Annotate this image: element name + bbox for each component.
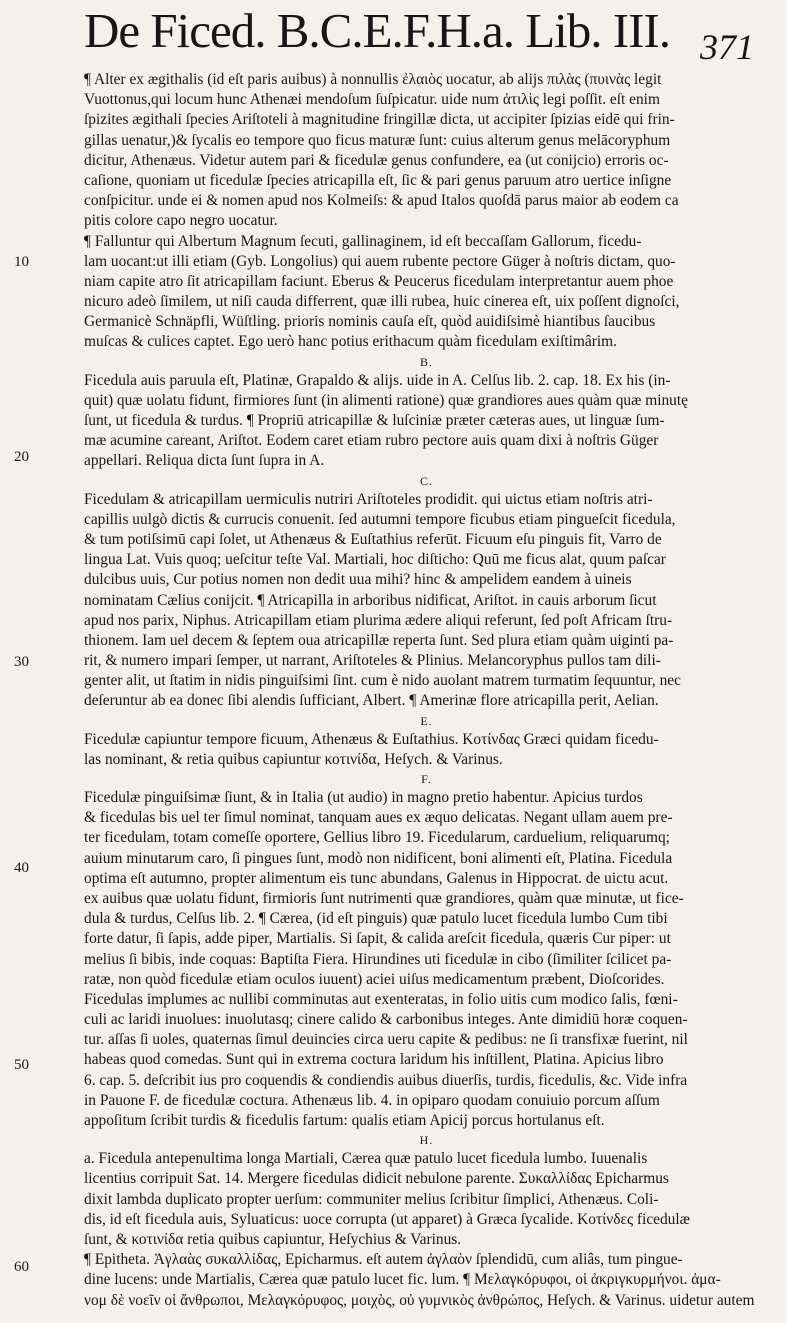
text-line: dixit lambda duplicato propter uerſum: communiter melius ſcribitur ſimplici, Athenæus. Coli- [84, 1190, 659, 1208]
text-line: dine lucens: unde Martialis, Cærea quæ patulo lucet fic. lum. ¶ Μελαγκόρυφοι, οἱ ἀκριγκυρμήνοι. ἀμα- [84, 1271, 721, 1289]
text-line: gillas uenatur,)& ſycalis eo tempore quo ficus maturæ ſunt: cuius alterum genus melācoryphum [84, 131, 671, 149]
margin-line-number: 10 [14, 254, 29, 270]
text-line: nicuro adeò ſimilem, ut niſi cauda differrent, quæ illi rubea, huic cinerea eſt, uix poſſent dignoſci, [84, 293, 680, 311]
text-line: dis, id eſt ficedula auis, Syluaticus: uoce corrupta (ut apparet) à Græca ſycalide. Κοτίνδες ficedulæ [84, 1210, 690, 1228]
page-number: 371 [700, 27, 754, 67]
text-line: ex auibus quæ uolatu fidunt, firmioris ſunt nutrimenti quæ grandiores, quàm quæ minutæ, ut fice- [84, 889, 684, 907]
margin-line-number: 40 [14, 860, 29, 876]
text-line: dulcibus uuis, Cur potius nomen non dedit uua mihi? hinc & ampelidem eandem à uineis [84, 571, 632, 589]
text-line: caſione, quoniam ut ficedulæ ſpecies atricapilla eſt, ſic & pari genus paruum atro uertice inſigne [84, 171, 672, 189]
text-line: & tum potiſsimū capi ſolet, ut Athenæus & Euſtathius referūt. Ficuum eſu pinguis fit, Varro de [84, 530, 662, 548]
text-line: lam uocant:ut illi etiam (Gyb. Longolius) qui auem rubente pectore Güger à noſtris dictam, quo- [84, 252, 676, 270]
text-line: ratæ, non quòd ficedulæ etiam oculos iuuent) aciei uiſus medicamentum præbent, Dioſcorides. [84, 970, 665, 988]
text-line: melius ſi bibis, inde coquas: Baptiſta Fiera. Hirundines uti ficedulæ in cibo (ſimiliter ſcilicet pa- [84, 950, 672, 968]
text-line: mæ acumine careant, Ariſtot. Eodem caret etiam rubro pectore auis quam dixi à noſtris Güger [84, 432, 659, 450]
text-line: in Pauone F. de ficedulæ coctura. Athenæus lib. 4. in opiparo quodam conuiuio porcum aſſum [84, 1091, 660, 1109]
text-line: pitis colore capo negro uocatur. [84, 212, 278, 230]
section-letter: B. [419, 354, 433, 369]
text-line: appoſitum ſcribit turdis & ficedulis fartum: qualis etiam Apicij porcus hortulanus eſt. [84, 1112, 605, 1129]
text-line: Germanicè Schnäpfli, Wüſtling. prioris nominis cauſa eſt, quòd auidiſsimè hiantibus ſaucibus [84, 313, 656, 331]
text-line: dicitur, Athenæus. Videtur autem pari & ficedulæ genus confundere, ea (ut conijcio) erroris oc- [84, 151, 669, 169]
text-line: deſeruntur ab ea donec ſibi alendis ſufficiant, Albert. ¶ Amerinæ flore atricapilla perit, Aelian. [84, 692, 659, 710]
text-line: Vuottonus,qui locum hunc Athenæi mendoſum ſuſpicatur. uide num ἀτιλὶς legi poſſit. eſt enim [84, 91, 660, 109]
text-line: & ficedulas bis uel ter ſimul nominat, tanquam aues ex æquo delicatas. Negant ullam auem pre- [84, 809, 673, 827]
text-line: Ficedulam & atricapillam uermiculis nutriri Ariſtoteles prodidit. qui uictus etiam noſtris atri- [84, 490, 653, 508]
text-line: ¶ Epitheta. Ἀγλαὰς συκαλλίδας, Epicharmus. eſt autem ἀγλαὸν ſplendidū, cum aliâs, tum pingue- [84, 1251, 683, 1269]
text-line: dula & turdus, Celſus lib. 2. ¶ Cærea, (id eſt pinguis) quæ patulo lucet ficedula lumbo Cum tibi [84, 910, 668, 928]
text-line: nominatam Cælius conijcit. ¶ Atricapilla in arboribus nidificat, Ariſtot. in cauis arborum ſicut [84, 591, 657, 609]
text-line: optima eſt autumno, propter alimentum eis tunc abundans, Galenus in Hippocrat. de uictu acut. [84, 869, 669, 887]
text-line: Ficedula auis paruula eſt, Platinæ, Grapaldo & alijs. uide in A. Celſus lib. 2. cap. 18. Ex his (in- [84, 371, 671, 389]
text-line: habeas quod comedas. Sunt qui in extrema coctura laridum his inſtillent, Platina. Apicius libro [84, 1051, 664, 1069]
text-line: Ficedulæ pinguiſsimæ ſiunt, & in Italia (ut audio) in magno pretio habentur. Apicius turdos [84, 789, 643, 806]
margin-line-number: 50 [14, 1057, 29, 1073]
text-line: Ficedulæ capiuntur tempore ficuum, Athenæus & Euſtathius. Κοτίνδας Græci quidam ficedu- [84, 730, 659, 748]
text-line: νομ δὲ νοεῖν οἱ ἄνθρωποι, Μελαγκόρυφος, μοιχὸς, οὐ γυμνικὸς ἀνθρώπος, Heſych. & Varinus. uidetur autem [84, 1291, 755, 1309]
body-text [84, 70, 769, 1311]
section-letter: H. [419, 1133, 434, 1148]
margin-line-number: 20 [14, 449, 29, 465]
text-line: apud nos parix, Niphus. Atricapillam etiam plurima ædere aliqui referunt, ſed poſt Africam ſtru- [84, 611, 673, 629]
text-line: 6. cap. 5. deſcribit ius pro coquendis & condiendis auibus diuerſis, turdis, ficedulis, &c. Vide infra [84, 1071, 688, 1089]
text-line: ¶ Falluntur qui Albertum Magnum ſecuti, gallinaginem, id eſt beccaſſam Gallorum, ficedu- [84, 232, 642, 250]
text-line: ſunt, ut ficedula & turdus. ¶ Propriū atricapillæ & luſciniæ præter cæteras aues, ut linguæ ſum- [84, 412, 665, 429]
margin-line-number: 60 [14, 1259, 29, 1275]
margin-line-number: 30 [14, 654, 29, 670]
text-line: a. Ficedula antepenultima longa Martiali, Cærea quæ patulo lucet ficedula lumbo. Iuuenalis [84, 1150, 648, 1168]
text-line: rit, & numero impari ſemper, ut narrant, Ariſtoteles & Plinius. Melancoryphus pullos tam dili- [84, 652, 661, 670]
text-line: tur. aſſas ſi uoles, quaternas ſimul deuincies circa ueru capite & pedibus: ne ſi transfixæ fuerint, nil [84, 1031, 688, 1049]
text-line: thionem. Iam uel decem & ſeptem oua atricapillæ reperta ſunt. Sed plura etiam quàm uiginti pa- [84, 631, 674, 649]
text-line: auium minutarum caro, ſi pingues ſunt, modò non nidificent, boni alimenti eſt, Platina. Ficedula [84, 849, 673, 867]
running-title: De Ficed. B.C.E.F.H.a. Lib. III. [84, 3, 671, 58]
text-line: genter alit, ut ſtatim in nidis pinguiſsimi ſint. cum è nido auolant matrem turmatim ſequuntur, nec [84, 672, 681, 690]
text-line: Ficedulas implumes ac nullibi comminutas aut exenteratas, in folio uitis cum modico ſalis, fœni- [84, 990, 678, 1008]
text-line: forte datur, ſi ſapis, adde piper, Martialis. Si ſapit, & calida areſcit ficedula, quæris Cur piper: ut [84, 930, 671, 948]
text-line: niam capite atro ſit atricapillam faciunt. Eberus & Peucerus ficedulam interpretantur auem phoe [84, 272, 674, 290]
text-line: culi ac laridi inuolues: inuolutasq; cinere calido & carbonibus integes. Ante dimidiū horæ coquen- [84, 1011, 688, 1029]
section-letter: C. [419, 473, 433, 488]
text-line: ¶ Alter ex ægithalis (id eſt paris auibus) à nonnullis ἐλαιὸς uocatur, ab alijs πιλὰς (πυινὰς legit [84, 71, 662, 88]
text-line: ſpizites ægithali ſpecies Ariſtoteli à magnitudine fringillæ dicta, ut accipiter ſpizias eidē qui frin- [84, 111, 675, 129]
text-line: licentius corripuit Sat. 14. Mergere ficedulas didicit nebulone parente. Συκαλλίδας Epicharmus [84, 1170, 669, 1188]
text-line: quit) quæ uolatu fidunt, firmiores ſunt (in alimenti ratione) quæ grandiores aues quàm quæ minutę [84, 391, 688, 409]
text-line: ſunt, & κοτινίδα retia quibus capiuntur, Heſychius & Varinus. [84, 1230, 462, 1248]
text-line: capillis uulgò dictis & currucis conuenit. ſed autumni tempore ficubus etiam pingueſcit ficedula, [84, 510, 676, 528]
section-letter: E. [420, 713, 433, 728]
text-line: muſcas & culices captet. Ego uerò hanc potius erithacum quàm ficedulam exiſtimârim. [84, 333, 617, 351]
section-letter: F. [421, 772, 432, 786]
text-line: ter ficedulam, totam comeſſe oportere, Gellius libro 19. Ficedularum, carduelium, reliquarumq; [84, 829, 670, 847]
text-line: conſpicitur. unde ei & nomen apud nos Kolmeiſs: & apud Italos quoſdā parus maior ab eodem ca [84, 192, 679, 210]
text-line: appellari. Reliqua dicta ſunt ſupra in A. [84, 452, 325, 470]
text-line: las nominant, & retia quibus capiuntur κοτινίδα, Heſych. & Varinus. [84, 750, 503, 768]
text-line: lingua Lat. Vuis quoq; ueſcitur teſte Val. Martiali, hoc diſticho: Quū me ficus alat, quum paſcar [84, 551, 666, 569]
